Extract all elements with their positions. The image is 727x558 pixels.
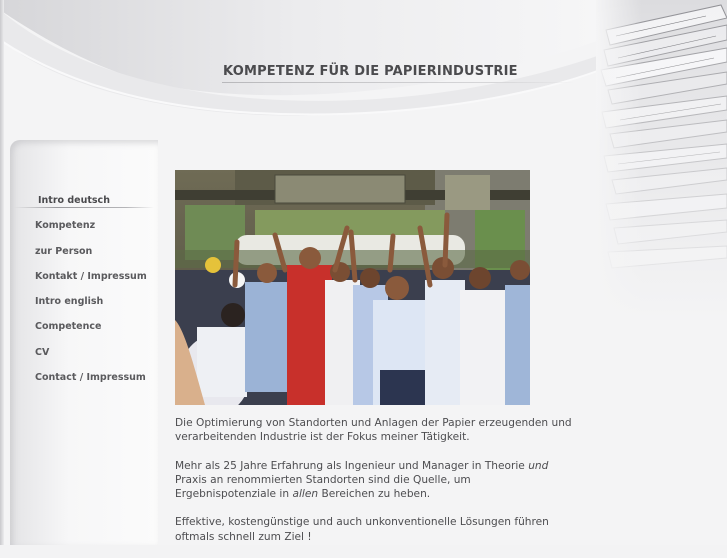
newspaper-stack-image: [596, 0, 727, 320]
nav-item-cv[interactable]: CV: [35, 347, 50, 358]
intro-paragraph-2: [175, 459, 575, 502]
emphasis: allen: [292, 488, 319, 500]
nav-item-kompetenz[interactable]: Kompetenz: [35, 220, 96, 231]
group-photo-paper-machine-workers-icon: [175, 170, 530, 405]
emphasis: und: [528, 459, 549, 472]
nav-item-intro-english[interactable]: Intro english: [35, 296, 104, 307]
nav-active-indicator: [14, 207, 154, 208]
nav-item-competence[interactable]: Competence: [35, 321, 102, 332]
intro-paragraph-1: Die Optimierung von Standorten und Anlagen der Papier erzeugenden und verarbeitenden Industrie ist der Fokus meiner Tätigkeit.: [175, 417, 572, 444]
title-underline: [222, 82, 574, 83]
text-span: Praxis an renommierten Standorten sind die Quelle, um Ergebnispotenziale in: [175, 473, 471, 500]
intro-paragraph-3: Effektive, kostengünstige und auch unkonventionelle Lösungen führen oftmals schnell zum Ziel !: [175, 516, 549, 543]
group-photo: [175, 170, 530, 405]
nav-item-intro-deutsch[interactable]: Intro deutsch: [38, 195, 110, 206]
intro-text: [175, 416, 575, 558]
left-border: [0, 0, 4, 545]
text-span: Bereichen zu heben.: [318, 488, 431, 500]
page-title: KOMPETENZ FÜR DIE PAPIERINDUSTRIE: [223, 64, 518, 79]
nav-item-contact-impressum[interactable]: Contact / Impressum: [35, 372, 146, 383]
nav-item-kontakt-impressum[interactable]: Kontakt / Impressum: [35, 271, 147, 282]
text-span: Mehr als 25 Jahre Erfahrung als Ingenieur und Manager in Theorie: [175, 459, 529, 472]
nav-item-zur-person[interactable]: zur Person: [35, 246, 93, 257]
